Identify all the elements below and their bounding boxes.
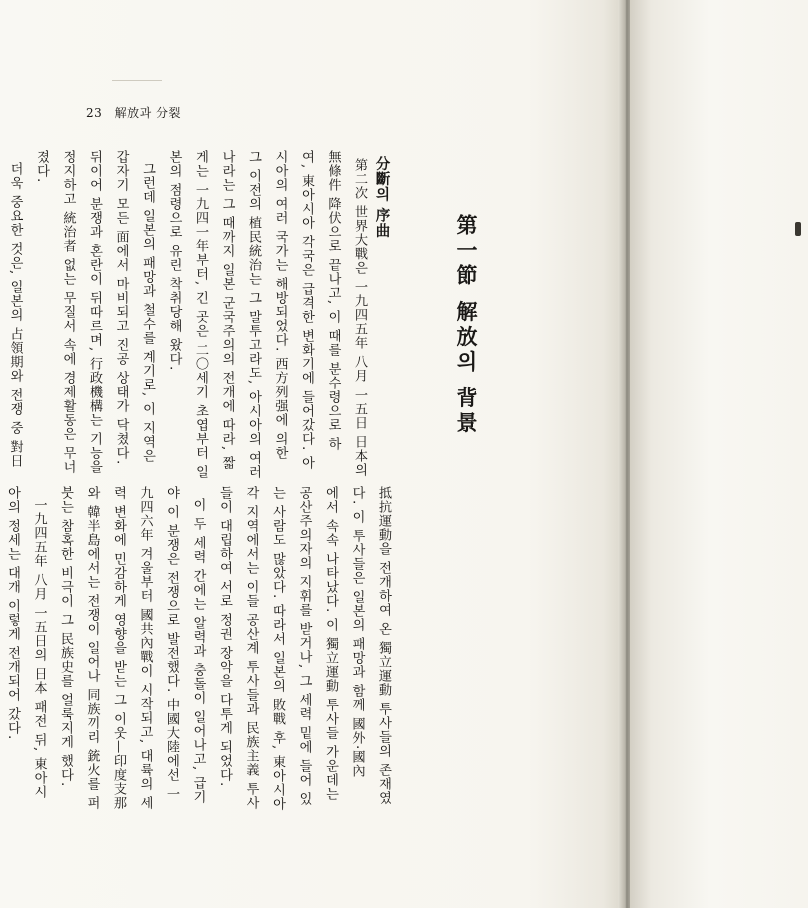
text-line: 뒤이어 분쟁과 혼란이 뒤따르며, 行政機構는 기능을 — [87, 150, 102, 474]
right-page — [630, 0, 808, 908]
text-line: 에서 속속 나타났다. 이 獨立運動 투사들 가운데는 — [323, 486, 338, 801]
text-line: 붓는 참혹한 비극이 그 民族史를 얼룩지게 했다. — [58, 486, 73, 787]
text-line: 九四六年 겨울부터 國共內戰이 시작되고, 대륙의 세 — [137, 486, 153, 810]
page-number: 23 — [86, 106, 103, 120]
running-head-title: 解放과 分裂 — [114, 106, 182, 120]
text-line: 나라는 그 때까지 일본 군국주의의 전개에 따라, 짧 — [219, 150, 235, 470]
text-line: 력 변화에 민감하게 영향을 받는 그 이웃—印度支那 — [111, 486, 126, 810]
text-line: 抵抗運動을 전개하여 온 獨立運動 투사들의 존재였 — [376, 486, 391, 805]
text-line: 각 지역에서는 이들 공산계 투사들과 民族主義 투사 — [243, 486, 259, 810]
text-line: 그런데 일본의 패망과 철수를 계기로, 이 지역은 — [140, 162, 155, 463]
text-line: 더욱 중요한 것은, 일본의 占領期와 전쟁 중 對日 — [7, 162, 23, 468]
text-line: 졌다. — [34, 150, 49, 183]
text-line: 들이 대립하여 서로 정권 장악을 다투게 되었다. — [217, 486, 232, 787]
chapter-title: 第一節 解放의 背景 — [454, 214, 479, 437]
section-heading: 分斷의 序曲 — [373, 156, 391, 239]
page-edge-mark — [795, 222, 801, 236]
text-line: 그 이전의 植民統治는 그 말투고라도, 아시아의 여러 — [246, 150, 261, 479]
text-line: 와 韓半島에서는 전쟁이 일어나 同族끼리 銃火를 퍼 — [84, 486, 100, 810]
text-line: 공산주의자의 지휘를 받거나, 그 세력 밑에 들어 있 — [296, 486, 312, 806]
upper-text-block — [7, 150, 372, 480]
lower-text-block — [5, 486, 396, 836]
running-head — [86, 104, 181, 121]
text-line: 시아의 여러 국가는 해방되었다. 西方列强에 의한 — [272, 150, 288, 460]
text-line: 一九四五年 八月 一五日의 日本 패전 뒤, 東아시 — [31, 498, 47, 799]
text-line: 第二次 世界大戰은 一九四五年 八月 一五日 日本의 — [352, 158, 367, 477]
text-line: 본의 점령으로 유린 착취당해 왔다. — [166, 150, 182, 371]
header-rule — [112, 80, 162, 81]
text-line: 아의 정세는 대개 이렇게 전개되어 갔다. — [5, 486, 20, 740]
text-line: 는 사람도 많았다. 따라서 일본의 敗戰 후, 東아시아 — [270, 486, 285, 811]
text-line: 여, 東아시아 각국은 급격한 변화기에 들어갔다. 아 — [299, 150, 314, 470]
text-line: 다. 이 투사들은 일본의 패망과 함께 國外·國內 — [349, 486, 365, 778]
text-line: 이 두 세력 간에는 알력과 충돌이 일어나고, 급기 — [190, 498, 206, 804]
text-line: 게는 一九四一年부터, 긴 곳은 二〇세기 초엽부터 일 — [193, 150, 208, 479]
text-line: 야 이 분쟁은 전쟁으로 발전했다. 中國大陸에선 一 — [164, 486, 179, 801]
text-line: 갑자기 모든 面에서 마비되고 진공 상태가 닥쳤다. — [113, 150, 129, 465]
text-line: 정지하고 統治者 없는 무질서 속에 경제활동은 무너 — [60, 150, 76, 474]
text-line: 無條件 降伏으로 끝나고, 이 때를 분수령으로 하 — [325, 150, 341, 451]
